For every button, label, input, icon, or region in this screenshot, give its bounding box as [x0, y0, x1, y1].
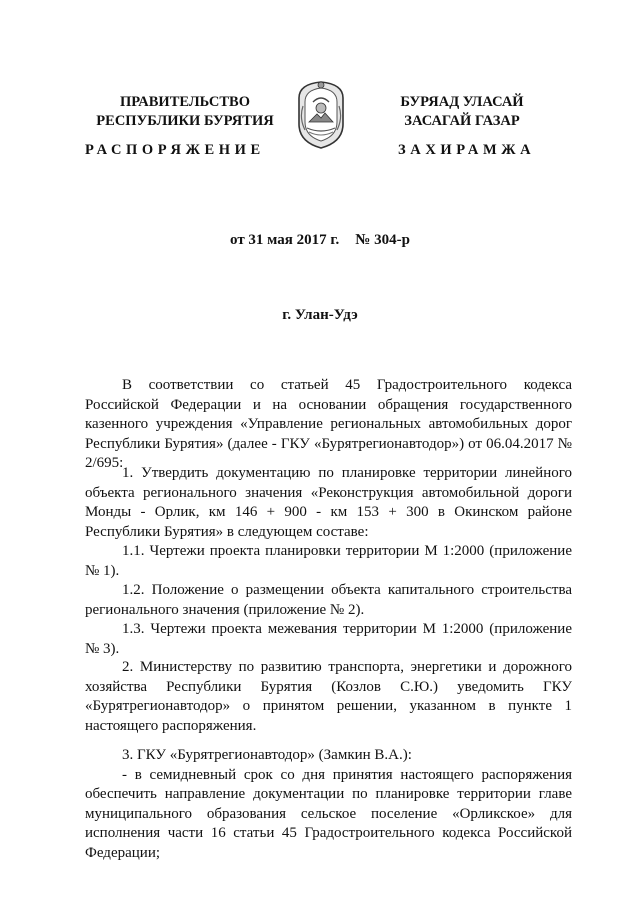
- document-date: от 31 мая 2017 г.: [230, 232, 340, 248]
- paragraph-item-1: [85, 464, 572, 659]
- coat-of-arms-icon: [295, 78, 347, 150]
- paragraph-text: 1.2. Положение о размещении объекта капитального строительства регионального значения (приложение № 2).: [85, 582, 572, 618]
- header-left-line2: РЕСПУБЛИКИ БУРЯТИЯ: [96, 113, 274, 129]
- header-left-line1: ПРАВИТЕЛЬСТВО: [120, 94, 250, 110]
- header-right-line2: ЗАСАГАЙ ГАЗАР: [404, 113, 520, 129]
- doc-type-buryat: ЗАХИРАМЖА: [398, 142, 536, 158]
- paragraph-text: 2. Министерству по развитию транспорта, энергетики и дорожного хозяйства Республики Бурятия (Козлов С.Ю.) уведомить ГКУ «Бурятрегионавтодор» о принятом решении, указанном в пункте 1 настоящего распоряжения.: [85, 659, 572, 734]
- government-header-buryat: [362, 93, 562, 131]
- paragraph-item-2: [85, 658, 572, 736]
- paragraph-item-3: [85, 746, 572, 863]
- government-header-russian: [85, 93, 285, 131]
- document-number: № 304-р: [355, 232, 410, 248]
- paragraph-text: В соответствии со статьей 45 Градостроительного кодекса Российской Федерации и на основании обращения государственного казенного учреждения «Управление региональных автомобильных дорог Республики Бурятия» (далее - ГКУ «Бурятрегионавтодор») от 06.04.2017 № 2/695:: [85, 377, 572, 471]
- document-city: г. Улан-Удэ: [282, 307, 358, 323]
- paragraph-text: - в семидневный срок со дня принятия настоящего распоряжения обеспечить направление документации по планировке территории главе муниципального образования сельское поселение «Орликское» для исполнения части 16 статьи 45 Градостроительного кодекса Российской Федерации;: [85, 766, 572, 861]
- paragraph-text: 1.1. Чертежи проекта планировки территории М 1:2000 (приложение № 1).: [85, 543, 572, 579]
- paragraph-intro: [85, 376, 572, 474]
- doc-type-russian: РАСПОРЯЖЕНИЕ: [85, 142, 265, 158]
- paragraph-text: 1. Утвердить документацию по планировке территории линейного объекта регионального значения «Реконструкция автомобильной дороги Монды - Орлик, км 146 + 900 - км 153 + 300 в Окинском районе Республики Бурятия» в следующем составе:: [85, 465, 572, 540]
- paragraph-text: 1.3. Чертежи проекта межевания территории М 1:2000 (приложение № 3).: [85, 621, 572, 657]
- paragraph-text: 3. ГКУ «Бурятрегионавтодор» (Замкин В.А.):: [122, 747, 412, 763]
- document-date-line: [0, 232, 640, 249]
- header-right-line1: БУРЯАД УЛАСАЙ: [400, 94, 524, 110]
